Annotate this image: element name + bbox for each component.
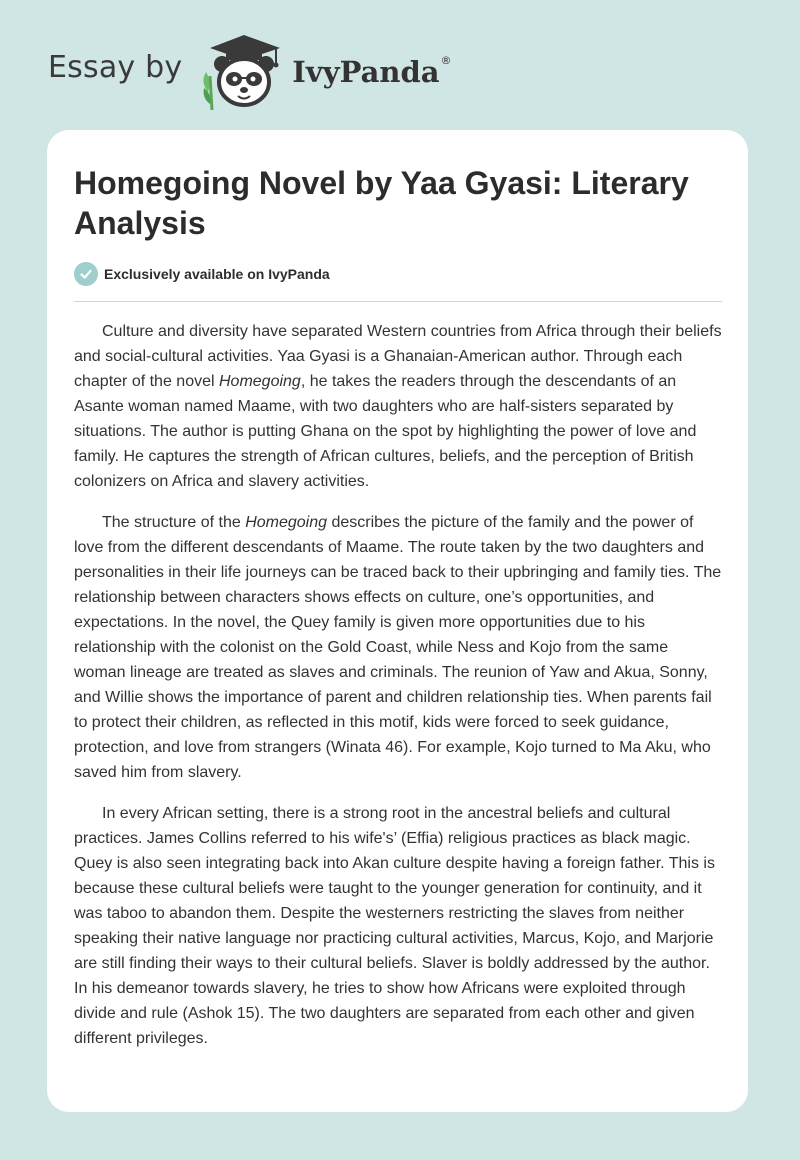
site-header (48, 32, 452, 112)
brand-name: IvyPanda (292, 55, 440, 89)
paragraph-text: , he takes the readers through the descendants of an Asante woman named Maame, with two daughters who are half-sisters separated by situations. The author is putting Ghana on the spot by highlighting the power of love and family. He captures the strength of African cultures, beliefs, and the perception of British colonizers on Africa and slavery activities. (74, 373, 697, 490)
exclusive-badge (74, 262, 722, 302)
book-title-italic: Homegoing (218, 373, 301, 390)
exclusive-badge-text: Exclusively available on IvyPanda (104, 266, 330, 282)
paragraph-text: In every African setting, there is a strong root in the ancestral beliefs and cultural practices. James Collins referred to his wife's’ (Effia) religious practices as black magic. Quey is also seen integrating back into Akan culture despite having a foreign father. This is because these cultural beliefs were taught to the younger generation for continuity, and it was taboo to abandon them. Despite the westerners restricting the slaves from neither speaking their native language nor practicing cultural activities, Marcus, Kojo, and Marjorie are still finding their ways to their cultural beliefs. Slaver is boldly addressed by the author. In his demeanor towards slavery, he tries to show how Africans were exploited through divide and rule (Ashok 15). The two daughters are separated from each other and given different privileges. (74, 805, 715, 1047)
registered-mark: ® (440, 53, 452, 67)
essay-card (47, 130, 748, 1112)
book-title-italic: Homegoing (245, 514, 328, 531)
paragraph-1 (74, 319, 722, 494)
paragraph-text: describes the picture of the family and the power of love from the different descendants of Maame. The route taken by the two daughters and personalities in their life journeys can be traced back to their upbringing and family ties. The relationship between characters shows effects on culture, one’s opportunities, and expectations. In the novel, the Quey family is given more opportunities due to his relationship with the colonist on the Gold Coast, while Ness and Kojo from the same woman lineage are treated as slaves and criminals. The reunion of Yaw and Akua, Sonny, and Willie shows the importance of parent and children relationship ties. When parents fail to protect their children, as reflected in this motif, kids were forced to seek guidance, protection, and love from strangers (Winata 46). For example, Kojo turned to Ma Aku, who saved him from slavery. (74, 514, 722, 781)
panda-graduate-icon (198, 32, 286, 112)
paragraph-text: Culture and diversity have separated Western countries from Africa through their beliefs and social-cultural activities. Yaa Gyasi is a Ghanaian-American author. Through each chapter of the novel (74, 323, 722, 390)
paragraph-text: The structure of the (102, 514, 246, 531)
paragraph-2 (74, 510, 722, 785)
essay-title: Homegoing Novel by Yaa Gyasi: Literary Analysis (74, 165, 689, 241)
essay-by-label: Essay by (48, 49, 183, 85)
paragraph-3 (74, 801, 722, 1051)
check-circle-icon (74, 262, 98, 286)
essay-body (74, 319, 722, 1051)
